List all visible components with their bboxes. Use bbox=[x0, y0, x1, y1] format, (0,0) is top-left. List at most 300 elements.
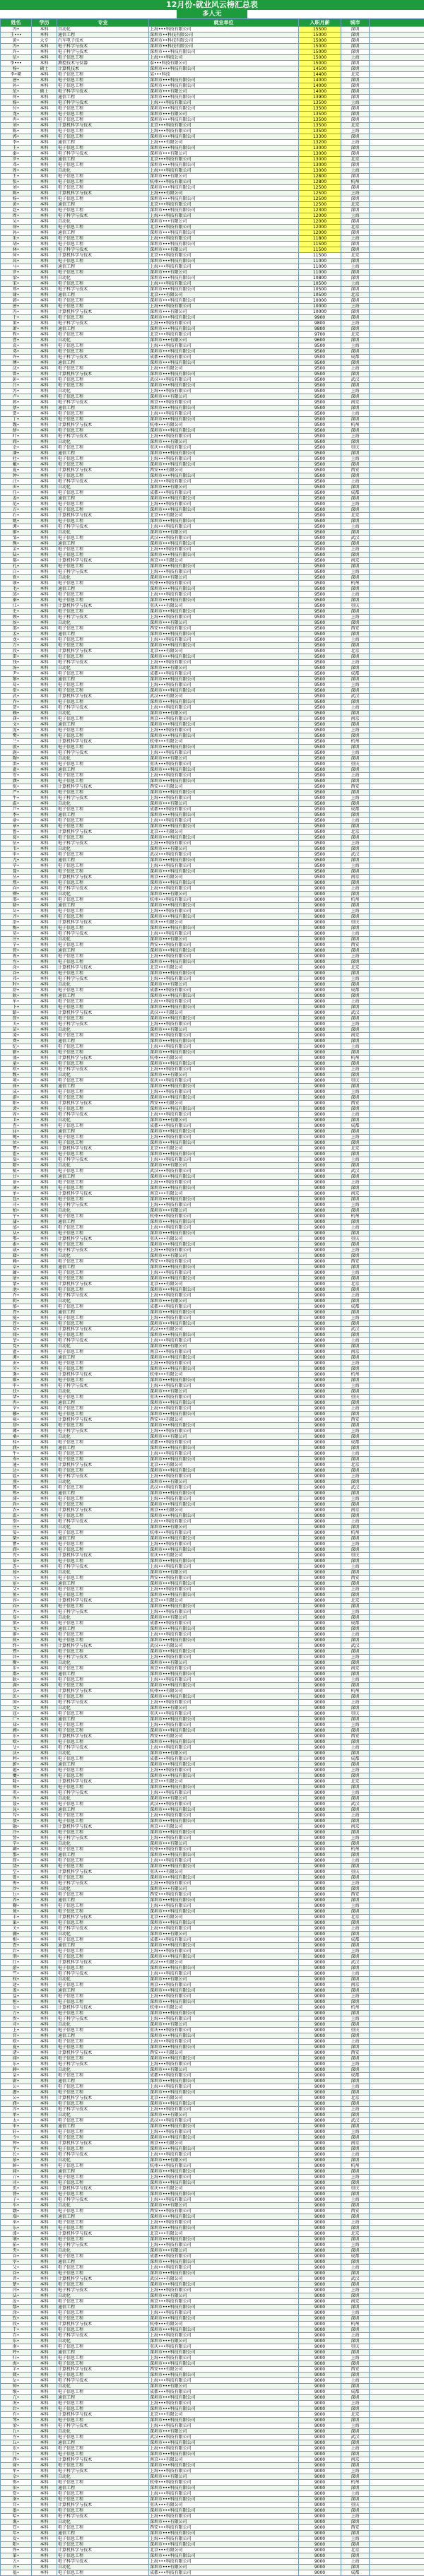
cell-name[interactable]: 涂• bbox=[1, 965, 32, 971]
cell-salary[interactable]: 15000 bbox=[299, 49, 341, 55]
cell-city[interactable]: 深圳 bbox=[341, 2124, 370, 2129]
cell-salary[interactable]: 9000 bbox=[299, 1779, 341, 1785]
cell-name[interactable]: 逄• bbox=[1, 1372, 32, 1378]
cell-salary[interactable]: 9500 bbox=[299, 541, 341, 547]
cell-salary[interactable]: 9000 bbox=[299, 1983, 341, 1988]
cell-city[interactable]: 深圳 bbox=[341, 2531, 370, 2536]
cell-education[interactable]: 本科 bbox=[32, 451, 57, 456]
cell-city[interactable]: 杭州 bbox=[341, 2480, 370, 2486]
cell-major[interactable]: 自动化 bbox=[57, 2474, 149, 2480]
cell-salary[interactable]: 9000 bbox=[299, 2124, 341, 2129]
cell-major[interactable]: 电子信息工程 bbox=[57, 1683, 149, 1689]
cell-name[interactable]: 范• bbox=[1, 502, 32, 507]
cell-major[interactable]: 自动化 bbox=[57, 1073, 149, 1078]
cell-education[interactable]: 本科 bbox=[32, 598, 57, 603]
cell-name[interactable]: 邓• bbox=[1, 163, 32, 168]
cell-city[interactable]: 深圳 bbox=[341, 462, 370, 468]
cell-major[interactable]: 电子信息工程 bbox=[57, 332, 149, 338]
cell-salary[interactable]: 9000 bbox=[299, 2039, 341, 2045]
cell-name[interactable]: 殷• bbox=[1, 745, 32, 750]
cell-company[interactable]: 深圳市•••科技有限公司 bbox=[149, 259, 299, 264]
cell-city[interactable]: 深圳 bbox=[341, 1027, 370, 1033]
cell-company[interactable]: 深圳市•••有限公司 bbox=[149, 1208, 299, 1214]
cell-education[interactable]: 本科 bbox=[32, 287, 57, 293]
cell-name[interactable]: 许• bbox=[1, 49, 32, 55]
cell-name[interactable]: 赏• bbox=[1, 2491, 32, 2497]
cell-salary[interactable]: 9000 bbox=[299, 2152, 341, 2158]
cell-major[interactable]: 电子信息工程 bbox=[57, 1485, 149, 1491]
cell-education[interactable]: 本科 bbox=[32, 2243, 57, 2248]
cell-company[interactable]: 成都•••科技有限公司 bbox=[149, 2389, 299, 2395]
cell-company[interactable]: 西安•••科技有限公司 bbox=[149, 1576, 299, 1581]
cell-city[interactable]: 深圳 bbox=[341, 2067, 370, 2073]
cell-name[interactable]: 涂• bbox=[1, 2310, 32, 2316]
cell-education[interactable]: 本科 bbox=[32, 2553, 57, 2559]
cell-salary[interactable]: 9500 bbox=[299, 411, 341, 417]
cell-major[interactable]: 电子科学与技术 bbox=[57, 2423, 149, 2429]
cell-city[interactable]: 深圳 bbox=[341, 654, 370, 660]
cell-name[interactable]: 隆• bbox=[1, 1779, 32, 1785]
cell-salary[interactable]: 9000 bbox=[299, 1078, 341, 1084]
cell-salary[interactable]: 9000 bbox=[299, 1728, 341, 1734]
cell-major[interactable]: 通信工程 bbox=[57, 360, 149, 366]
cell-name[interactable]: 丘• bbox=[1, 2440, 32, 2446]
cell-major[interactable]: 自动化 bbox=[57, 1977, 149, 1983]
cell-company[interactable]: 重庆•••有限公司 bbox=[149, 2186, 299, 2192]
cell-company[interactable]: 上海•••科技有限公司 bbox=[149, 1270, 299, 1276]
cell-education[interactable]: 本科 bbox=[32, 931, 57, 937]
cell-company[interactable]: 深圳市•••有限公司 bbox=[149, 2022, 299, 2028]
cell-name[interactable]: 孙• bbox=[1, 230, 32, 236]
cell-name[interactable]: 罗• bbox=[1, 157, 32, 163]
cell-company[interactable]: 上海•••科技有限公司 bbox=[149, 2356, 299, 2361]
cell-major[interactable]: 自动化 bbox=[57, 2429, 149, 2435]
cell-salary[interactable]: 9000 bbox=[299, 1988, 341, 1994]
cell-major[interactable]: 自动化 bbox=[57, 2248, 149, 2254]
cell-name[interactable]: 牟• bbox=[1, 999, 32, 1005]
cell-city[interactable]: 深圳 bbox=[341, 1966, 370, 1971]
cell-name[interactable]: 陈• bbox=[1, 129, 32, 134]
cell-major[interactable]: 电子信息工程 bbox=[57, 1587, 149, 1593]
cell-education[interactable]: 本科 bbox=[32, 1977, 57, 1983]
cell-city[interactable]: 上海 bbox=[341, 2197, 370, 2203]
cell-company[interactable]: 深圳市•••科技有限公司 bbox=[149, 2259, 299, 2265]
cell-education[interactable]: 本科 bbox=[32, 2486, 57, 2491]
cell-city[interactable]: 深圳 bbox=[341, 1276, 370, 1282]
cell-name[interactable]: 安• bbox=[1, 773, 32, 779]
cell-major[interactable]: 通信工程 bbox=[57, 95, 149, 100]
cell-salary[interactable]: 9000 bbox=[299, 1790, 341, 1796]
cell-city[interactable]: 深圳 bbox=[341, 27, 370, 33]
cell-company[interactable]: 深圳市•••科技有限公司 bbox=[149, 1333, 299, 1338]
cell-major[interactable]: 电子信息工程 bbox=[57, 417, 149, 423]
cell-salary[interactable]: 9000 bbox=[299, 1807, 341, 1813]
cell-salary[interactable]: 9000 bbox=[299, 1609, 341, 1615]
cell-company[interactable]: 深圳市•••科技有限公司 bbox=[149, 1513, 299, 1519]
cell-company[interactable]: 深圳市•••科技有限公司 bbox=[149, 2327, 299, 2333]
cell-education[interactable]: 本科 bbox=[32, 926, 57, 931]
cell-major[interactable]: 电子信息工程 bbox=[57, 643, 149, 649]
cell-company[interactable]: 深圳市•••科技有限公司 bbox=[149, 880, 299, 886]
cell-company[interactable]: 上海•••科技有限公司 bbox=[149, 976, 299, 982]
cell-major[interactable]: 电子信息工程 bbox=[57, 688, 149, 694]
cell-name[interactable]: 秦• bbox=[1, 151, 32, 157]
cell-education[interactable]: 本科 bbox=[32, 157, 57, 163]
cell-salary[interactable]: 9000 bbox=[299, 2265, 341, 2271]
cell-company[interactable]: 北京•••有限公司 bbox=[149, 1915, 299, 1920]
cell-salary[interactable]: 9500 bbox=[299, 349, 341, 355]
cell-education[interactable]: 本科 bbox=[32, 2406, 57, 2412]
cell-major[interactable]: 电子信息工程 bbox=[57, 1858, 149, 1864]
cell-city[interactable]: 上海 bbox=[341, 456, 370, 462]
cell-city[interactable]: 成都 bbox=[341, 2389, 370, 2395]
cell-name[interactable]: 缑• bbox=[1, 2389, 32, 2395]
cell-major[interactable]: 电子信息工程 bbox=[57, 2542, 149, 2548]
cell-name[interactable]: 伍• bbox=[1, 55, 32, 61]
cell-city[interactable]: 上海 bbox=[341, 1022, 370, 1027]
cell-salary[interactable]: 9000 bbox=[299, 971, 341, 976]
cell-city[interactable]: 深圳 bbox=[341, 1604, 370, 1609]
cell-salary[interactable]: 9000 bbox=[299, 1056, 341, 1061]
cell-name[interactable]: 师• bbox=[1, 1785, 32, 1790]
cell-company[interactable]: 深圳市•••有限公司 bbox=[149, 2519, 299, 2525]
cell-city[interactable]: 深圳 bbox=[341, 1920, 370, 1926]
cell-name[interactable]: 尉• bbox=[1, 2079, 32, 2084]
cell-major[interactable]: 计算机科学与技术 bbox=[57, 1960, 149, 1966]
cell-major[interactable]: 电子信息工程 bbox=[57, 1892, 149, 1898]
cell-name[interactable]: 罗• bbox=[1, 270, 32, 276]
cell-education[interactable]: 本科 bbox=[32, 909, 57, 914]
cell-education[interactable]: 本科 bbox=[32, 2197, 57, 2203]
cell-company[interactable]: 深圳市•••科技有限公司 bbox=[149, 1830, 299, 1836]
cell-company[interactable]: 武汉•••有限公司 bbox=[149, 2276, 299, 2282]
cell-education[interactable]: 本科 bbox=[32, 762, 57, 767]
cell-company[interactable]: 深圳市•••有限公司 bbox=[149, 2293, 299, 2299]
cell-company[interactable]: 杭州•••有限公司 bbox=[149, 1056, 299, 1061]
cell-education[interactable]: 本科 bbox=[32, 694, 57, 699]
cell-city[interactable]: 深圳 bbox=[341, 44, 370, 49]
cell-education[interactable]: 本科 bbox=[32, 1287, 57, 1293]
cell-education[interactable]: 本科 bbox=[32, 253, 57, 259]
cell-name[interactable]: 纪• bbox=[1, 1044, 32, 1050]
cell-salary[interactable]: 9000 bbox=[299, 1830, 341, 1836]
cell-name[interactable]: 弘• bbox=[1, 1689, 32, 1694]
cell-name[interactable]: 何• bbox=[1, 95, 32, 100]
cell-major[interactable]: 电子信息工程 bbox=[57, 78, 149, 83]
cell-salary[interactable]: 9000 bbox=[299, 2022, 341, 2028]
cell-major[interactable]: 通信工程 bbox=[57, 1310, 149, 1316]
cell-major[interactable]: 电子科学与技术 bbox=[57, 100, 149, 106]
cell-company[interactable]: 南京•••科技有限公司 bbox=[149, 1349, 299, 1355]
cell-salary[interactable]: 9000 bbox=[299, 1892, 341, 1898]
cell-education[interactable]: 本科 bbox=[32, 1717, 57, 1723]
cell-company[interactable]: 杭州•••科技有限公司 bbox=[149, 1530, 299, 1536]
cell-name[interactable]: 万• bbox=[1, 2011, 32, 2016]
cell-major[interactable]: 电子信息工程 bbox=[57, 1547, 149, 1553]
cell-name[interactable]: 屠• bbox=[1, 1276, 32, 1282]
cell-city[interactable]: 重庆 bbox=[341, 2344, 370, 2350]
cell-major[interactable]: 汽车电子技术 bbox=[57, 38, 149, 44]
cell-name[interactable]: 鱼• bbox=[1, 1593, 32, 1598]
cell-city[interactable]: 深圳 bbox=[341, 287, 370, 293]
cell-salary[interactable]: 9000 bbox=[299, 1406, 341, 1412]
cell-name[interactable]: 梅• bbox=[1, 926, 32, 931]
cell-city[interactable]: 深圳 bbox=[341, 1751, 370, 1756]
cell-city[interactable]: 北京 bbox=[341, 513, 370, 519]
cell-major[interactable]: 电子信息工程 bbox=[57, 609, 149, 615]
cell-education[interactable]: 本科 bbox=[32, 1892, 57, 1898]
cell-city[interactable]: 深圳 bbox=[341, 383, 370, 389]
cell-major[interactable]: 电子科学与技术 bbox=[57, 400, 149, 406]
cell-major[interactable]: 电子信息工程 bbox=[57, 146, 149, 151]
cell-name[interactable]: 毕• bbox=[1, 863, 32, 869]
cell-city[interactable]: 深圳 bbox=[341, 926, 370, 931]
cell-education[interactable]: 本科 bbox=[32, 1909, 57, 1915]
cell-education[interactable]: 本科 bbox=[32, 626, 57, 632]
cell-major[interactable]: 电子信息工程 bbox=[57, 2389, 149, 2395]
cell-city[interactable]: 深圳 bbox=[341, 666, 370, 671]
cell-company[interactable]: 上海•••科技有限公司 bbox=[149, 1157, 299, 1163]
cell-education[interactable]: 本科 bbox=[32, 1937, 57, 1943]
cell-major[interactable]: 电子科学与技术 bbox=[57, 1564, 149, 1570]
cell-education[interactable]: 本科 bbox=[32, 1943, 57, 1949]
cell-education[interactable]: 本科 bbox=[32, 869, 57, 875]
cell-name[interactable]: 慕• bbox=[1, 1559, 32, 1564]
cell-city[interactable]: 深圳 bbox=[341, 1547, 370, 1553]
cell-city[interactable]: 上海 bbox=[341, 683, 370, 688]
cell-education[interactable]: 本科 bbox=[32, 524, 57, 530]
cell-city[interactable]: 深圳 bbox=[341, 1265, 370, 1270]
cell-major[interactable]: 通信工程 bbox=[57, 1400, 149, 1406]
cell-name[interactable]: 秦• bbox=[1, 598, 32, 603]
cell-education[interactable]: 本科 bbox=[32, 2124, 57, 2129]
cell-major[interactable]: 电子科学与技术 bbox=[57, 976, 149, 982]
cell-name[interactable]: 段• bbox=[1, 2322, 32, 2327]
cell-education[interactable]: 本科 bbox=[32, 1253, 57, 1259]
cell-name[interactable]: 庞• bbox=[1, 728, 32, 733]
cell-major[interactable]: 计算机科学与技术 bbox=[57, 423, 149, 428]
cell-salary[interactable]: 9000 bbox=[299, 2536, 341, 2542]
cell-major[interactable]: 计算机科学与技术 bbox=[57, 191, 149, 196]
cell-major[interactable]: 自动化 bbox=[57, 1615, 149, 1621]
cell-education[interactable]: 本科 bbox=[32, 1547, 57, 1553]
cell-city[interactable]: 北京 bbox=[341, 225, 370, 230]
cell-education[interactable]: 本科 bbox=[32, 1824, 57, 1830]
cell-salary[interactable]: 13000 bbox=[299, 163, 341, 168]
cell-company[interactable]: 深圳市•••科技有限公司 bbox=[149, 1683, 299, 1689]
cell-city[interactable]: 深圳 bbox=[341, 117, 370, 123]
cell-major[interactable]: 电子信息工程 bbox=[57, 1423, 149, 1429]
cell-name[interactable]: 游• bbox=[1, 1966, 32, 1971]
cell-education[interactable]: 本科 bbox=[32, 643, 57, 649]
cell-salary[interactable]: 9000 bbox=[299, 926, 341, 931]
cell-company[interactable]: 深圳市•••科技有限公司 bbox=[149, 733, 299, 739]
cell-salary[interactable]: 10000 bbox=[299, 298, 341, 304]
cell-salary[interactable]: 9000 bbox=[299, 2570, 341, 2576]
cell-city[interactable]: 杭州 bbox=[341, 423, 370, 428]
cell-education[interactable]: 本科 bbox=[32, 863, 57, 869]
cell-major[interactable]: 电子信息工程 bbox=[57, 954, 149, 959]
cell-education[interactable]: 本科 bbox=[32, 2531, 57, 2536]
cell-name[interactable]: 南• bbox=[1, 2344, 32, 2350]
cell-city[interactable]: 深圳 bbox=[341, 2180, 370, 2186]
cell-city[interactable]: 深圳 bbox=[341, 1683, 370, 1689]
cell-city[interactable]: 上海 bbox=[341, 1383, 370, 1389]
cell-education[interactable]: 本科 bbox=[32, 2079, 57, 2084]
cell-city[interactable]: 西安 bbox=[341, 1576, 370, 1581]
cell-major[interactable]: 通信工程 bbox=[57, 2169, 149, 2175]
cell-city[interactable]: 深圳 bbox=[341, 2361, 370, 2367]
cell-company[interactable]: 深圳市•••科技有限公司 bbox=[149, 1717, 299, 1723]
cell-education[interactable]: 本科 bbox=[32, 1530, 57, 1536]
cell-company[interactable]: 武汉•••科技有限公司 bbox=[149, 1169, 299, 1174]
cell-company[interactable]: 南京•••有限公司 bbox=[149, 1191, 299, 1197]
cell-city[interactable]: 成都 bbox=[341, 490, 370, 496]
cell-education[interactable]: 本科 bbox=[32, 993, 57, 999]
cell-salary[interactable]: 9500 bbox=[299, 852, 341, 858]
cell-company[interactable]: 深圳市•••科技有限公司 bbox=[149, 722, 299, 728]
cell-name[interactable]: 贾• bbox=[1, 411, 32, 417]
cell-major[interactable]: 电子信息工程 bbox=[57, 349, 149, 355]
cell-city[interactable]: 深圳 bbox=[341, 1163, 370, 1169]
cell-company[interactable]: 上海•••科技有限公司 bbox=[149, 1022, 299, 1027]
cell-company[interactable]: 上海•••科技有限公司 bbox=[149, 1587, 299, 1593]
cell-major[interactable]: 电子信息工程 bbox=[57, 1604, 149, 1609]
cell-education[interactable]: 本科 bbox=[32, 2231, 57, 2237]
cell-major[interactable]: 电子信息工程 bbox=[57, 117, 149, 123]
cell-name[interactable]: 骆• bbox=[1, 903, 32, 909]
cell-company[interactable]: 上海•••科技有限公司 bbox=[149, 1293, 299, 1299]
cell-education[interactable]: 本科 bbox=[32, 1706, 57, 1711]
cell-education[interactable]: 本科 bbox=[32, 1723, 57, 1728]
cell-city[interactable]: 深圳 bbox=[341, 1649, 370, 1655]
cell-city[interactable]: 深圳 bbox=[341, 1231, 370, 1236]
cell-city[interactable]: 深圳 bbox=[341, 858, 370, 863]
cell-name[interactable]: 屈• bbox=[1, 1129, 32, 1135]
cell-salary[interactable]: 9000 bbox=[299, 1016, 341, 1022]
cell-salary[interactable]: 9000 bbox=[299, 1044, 341, 1050]
cell-city[interactable]: 上海 bbox=[341, 140, 370, 146]
cell-city[interactable]: 深圳 bbox=[341, 1389, 370, 1395]
cell-name[interactable]: 冯• bbox=[1, 309, 32, 315]
cell-salary[interactable]: 9000 bbox=[299, 903, 341, 909]
cell-company[interactable]: 上海•••科技有限公司 bbox=[149, 1067, 299, 1073]
cell-major[interactable]: 电子信息工程 bbox=[57, 1140, 149, 1146]
cell-company[interactable]: 深圳市•••科技有限公司 bbox=[149, 2135, 299, 2141]
cell-major[interactable]: 计算机科学与技术 bbox=[57, 2548, 149, 2553]
cell-education[interactable]: 本科 bbox=[32, 1140, 57, 1146]
cell-education[interactable]: 本科 bbox=[32, 603, 57, 609]
cell-salary[interactable]: 12800 bbox=[299, 174, 341, 179]
cell-name[interactable]: 左• bbox=[1, 2435, 32, 2440]
cell-education[interactable]: 本科 bbox=[32, 649, 57, 654]
cell-city[interactable]: 西安 bbox=[341, 784, 370, 790]
cell-name[interactable]: 农• bbox=[1, 1508, 32, 1513]
cell-city[interactable]: 杭州 bbox=[341, 179, 370, 185]
cell-company[interactable]: 深圳市•••有限公司 bbox=[149, 1073, 299, 1078]
cell-education[interactable]: 本科 bbox=[32, 1005, 57, 1010]
cell-name[interactable]: 五• bbox=[1, 2559, 32, 2565]
cell-major[interactable]: 计算机科学与技术 bbox=[57, 1915, 149, 1920]
cell-name[interactable]: 堵• bbox=[1, 1395, 32, 1400]
cell-education[interactable]: 本科 bbox=[32, 1383, 57, 1389]
cell-name[interactable]: 邢• bbox=[1, 897, 32, 903]
cell-salary[interactable]: 12500 bbox=[299, 185, 341, 191]
cell-name[interactable]: 公• bbox=[1, 2005, 32, 2011]
cell-city[interactable]: 上海 bbox=[341, 1700, 370, 1706]
cell-city[interactable]: 杭州 bbox=[341, 739, 370, 745]
cell-name[interactable]: 冉• bbox=[1, 117, 32, 123]
cell-salary[interactable]: 9500 bbox=[299, 569, 341, 575]
cell-name[interactable]: 兰• bbox=[1, 739, 32, 745]
cell-education[interactable]: 本科 bbox=[32, 988, 57, 993]
cell-education[interactable]: 本科 bbox=[32, 1739, 57, 1745]
cell-name[interactable]: 顾• bbox=[1, 615, 32, 620]
cell-name[interactable]: 苗• bbox=[1, 1027, 32, 1033]
cell-company[interactable]: 上海•••科技有限公司 bbox=[149, 1926, 299, 1932]
cell-salary[interactable]: 9000 bbox=[299, 1598, 341, 1604]
cell-education[interactable]: 本科 bbox=[32, 1423, 57, 1429]
cell-education[interactable]: 本科 bbox=[32, 818, 57, 824]
cell-major[interactable]: 电子信息工程 bbox=[57, 1847, 149, 1853]
cell-major[interactable]: 通信工程 bbox=[57, 1265, 149, 1270]
cell-education[interactable]: 本科 bbox=[32, 2050, 57, 2056]
cell-company[interactable]: 深圳市•••科技有限公司 bbox=[149, 2101, 299, 2107]
cell-name[interactable]: 鄢• bbox=[1, 2305, 32, 2310]
cell-education[interactable]: 本科 bbox=[32, 1372, 57, 1378]
cell-city[interactable]: 上海 bbox=[341, 502, 370, 507]
cell-salary[interactable]: 9000 bbox=[299, 2146, 341, 2152]
cell-major[interactable]: 电子信息工程 bbox=[57, 1316, 149, 1321]
cell-education[interactable]: 本科 bbox=[32, 1338, 57, 1344]
cell-major[interactable]: 计算机科学与技术 bbox=[57, 1010, 149, 1016]
cell-city[interactable]: 深圳 bbox=[341, 2282, 370, 2288]
cell-salary[interactable]: 11500 bbox=[299, 253, 341, 259]
cell-company[interactable]: 上海•••科技公司 bbox=[149, 55, 299, 61]
cell-city[interactable]: 重庆 bbox=[341, 1395, 370, 1400]
cell-education[interactable]: 本科 bbox=[32, 1270, 57, 1276]
cell-major[interactable]: 电子科学与技术 bbox=[57, 1067, 149, 1073]
cell-company[interactable]: 深圳市•••科技有限公司 bbox=[149, 1412, 299, 1417]
cell-city[interactable]: 深圳 bbox=[341, 575, 370, 581]
cell-city[interactable]: 上海 bbox=[341, 343, 370, 349]
cell-salary[interactable]: 9500 bbox=[299, 643, 341, 649]
cell-major[interactable]: 电子信息工程 bbox=[57, 236, 149, 242]
cell-salary[interactable]: 9500 bbox=[299, 671, 341, 677]
col-header-city[interactable]: 城市 bbox=[341, 19, 370, 27]
cell-name[interactable]: 黎• bbox=[1, 677, 32, 683]
cell-major[interactable]: 电子信息工程 bbox=[57, 790, 149, 796]
cell-major[interactable]: 电子科学与技术 bbox=[57, 1700, 149, 1706]
cell-salary[interactable]: 9000 bbox=[299, 1576, 341, 1581]
cell-company[interactable]: 上海•••科技有限公司 bbox=[149, 592, 299, 598]
cell-city[interactable]: 深圳 bbox=[341, 959, 370, 965]
cell-major[interactable]: 电子科学与技术 bbox=[57, 434, 149, 439]
cell-city[interactable]: 深圳 bbox=[341, 1468, 370, 1474]
cell-salary[interactable]: 9500 bbox=[299, 705, 341, 711]
cell-major[interactable]: 通信工程 bbox=[57, 1898, 149, 1903]
cell-major[interactable]: 电子科学与技术 bbox=[57, 750, 149, 756]
cell-salary[interactable]: 9000 bbox=[299, 1468, 341, 1474]
cell-company[interactable]: 深圳市•••有限公司 bbox=[149, 1977, 299, 1983]
cell-company[interactable]: 上海•••科技有限公司 bbox=[149, 660, 299, 666]
cell-education[interactable]: 本科 bbox=[32, 1078, 57, 1084]
cell-name[interactable]: 丘• bbox=[1, 2429, 32, 2435]
cell-major[interactable]: 电子科学与技术 bbox=[57, 1203, 149, 1208]
cell-name[interactable]: 壤• bbox=[1, 2237, 32, 2243]
cell-salary[interactable]: 9500 bbox=[299, 875, 341, 880]
cell-name[interactable]: 舒• bbox=[1, 988, 32, 993]
